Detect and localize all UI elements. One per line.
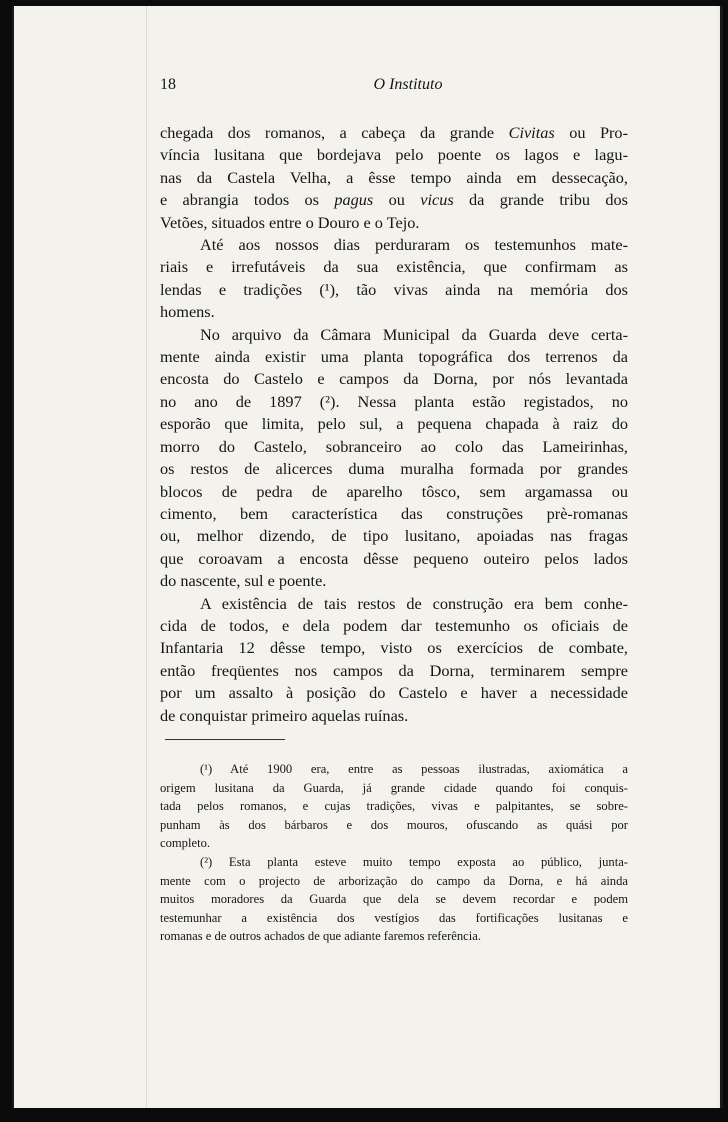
page-header [160,76,628,100]
body-line: esporão que limita, pelo sul, a pequena chapada à raiz do [160,414,628,434]
footnote-line: muitos moradores da Guarda que dela se devem recordar e podem [160,892,628,907]
body-line: de conquistar primeiro aquelas ruínas. [160,705,409,725]
body-line: No arquivo da Câmara Municipal da Guarda deve certa- [200,324,628,344]
body-line: Até aos nossos dias perduraram os testemunhos mate- [200,235,628,255]
body-line: homens. [160,302,215,322]
body-line: víncia lusitana que bordejava pelo poente os lagos e lagu- [160,145,628,165]
footnote-line: (¹) Até 1900 era, entre as pessoas ilustradas, axiomática a [200,762,628,776]
running-title: O Instituto [373,76,443,93]
body-line: então freqüentes nos campos da Dorna, terminarem sempre [160,660,628,680]
page-number: 18 [160,76,176,93]
footnote-line: punham às dos bárbaros e dos mouros, ofuscando as quási por [160,817,628,832]
body-line: cida de todos, e dela podem dar testemunho os oficiais de [160,615,628,635]
body-line: chegada dos romanos, a cabeça da grande Civitas ou Pro- [160,123,628,142]
body-text [160,122,628,727]
body-line: morro do Castelo, sobranceiro ao colo das Lameirinhas, [160,436,628,456]
body-line: os restos de alicerces duma muralha formada por grandes [160,459,628,479]
body-line: ou, melhor dizendo, de tipo lusitano, apoiadas nas fragas [160,526,628,546]
footnote-line: origem lusitana da Guarda, já grande cidade quando foi conquis- [160,780,628,795]
footnote-line: romanas e de outros achados de que adiante faremos referência. [160,929,481,944]
footnote-line: tada pelos romanos, e cujas tradições, vivas e palpitantes, se sobre- [160,799,628,814]
page-edge-shadow [715,6,725,1108]
body-line: A existência de tais restos de construção era bem conhe- [200,593,628,613]
footnote-line: mente com o projecto de arborização do campo da Dorna, e há ainda [160,873,628,888]
body-line: cimento, bem característica das construções prè-romanas [160,503,628,523]
body-line: por um assalto à posição do Castelo e haver a necessidade [160,683,628,703]
body-line: riais e irrefutáveis da sua existência, que confirmam as [160,257,628,277]
footnote-separator [165,739,285,740]
body-line: e abrangia todos os pagus ou vicus da grande tribu dos [160,190,628,210]
body-line: Vetões, situados entre o Douro e o Tejo. [160,212,420,232]
body-line: blocos de pedra de aparelho tôsco, sem argamassa ou [160,481,628,501]
body-line: Infantaria 12 dêsse tempo, visto os exercícios de combate, [160,638,628,658]
footnote-line: completo. [160,836,211,851]
body-line: que coroavam a encosta dêsse pequeno outeiro pelos lados [160,548,628,568]
body-line: mente ainda existir uma planta topográfica dos terrenos da [160,347,628,367]
body-line: lendas e tradições (¹), tão vivas ainda na memória dos [160,279,628,299]
body-line: encosta do Castelo e campos da Dorna, por nós levantada [160,369,628,389]
footnotes [160,760,628,946]
page-crease [146,6,147,1108]
body-line: do nascente, sul e poente. [160,571,327,591]
footnote-line: testemunhar a existência dos vestígios das fortificações lusitanas e [160,910,628,925]
body-line: nas da Castela Velha, a êsse tempo ainda em dessecação, [160,167,628,187]
body-line: no ano de 1897 (²). Nessa planta estão registados, no [160,391,628,411]
footnote-line: (²) Esta planta esteve muito tempo exposta ao público, junta- [200,854,628,869]
